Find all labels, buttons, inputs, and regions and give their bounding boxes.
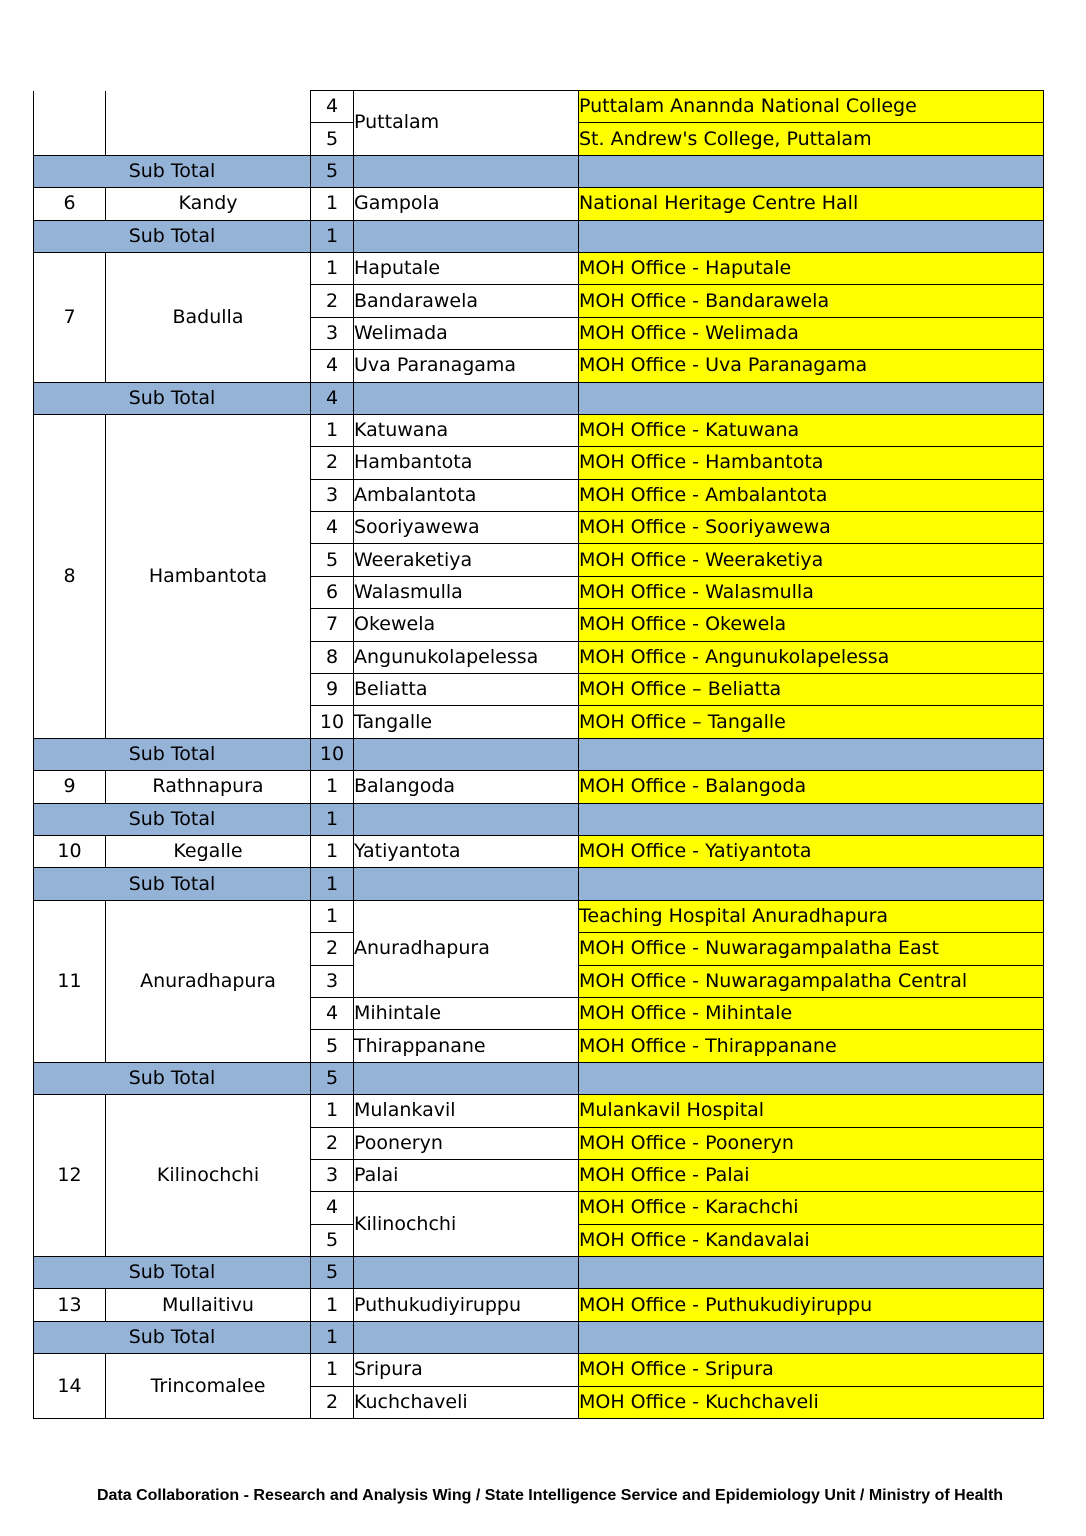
sub-total-label: Sub Total — [34, 738, 311, 770]
row-number-cell: 1 — [311, 1095, 354, 1127]
district-name-cell: Kandy — [106, 188, 311, 220]
sub-total-count: 5 — [311, 1257, 354, 1289]
district-name-cell: Trincomalee — [106, 1354, 311, 1419]
moh-area-cell: Kilinochchi — [354, 1192, 579, 1257]
district-name-cell: Anuradhapura — [106, 900, 311, 1062]
row-number-cell: 1 — [311, 771, 354, 803]
sub-total-row — [34, 738, 1044, 770]
sub-total-label: Sub Total — [34, 803, 311, 835]
moh-area-cell: Gampola — [354, 188, 579, 220]
sub-total-count: 1 — [311, 868, 354, 900]
row-number-cell: 4 — [311, 997, 354, 1029]
moh-area-cell: Uva Paranagama — [354, 350, 579, 382]
sub-total-row — [34, 155, 1044, 187]
location-cell: MOH Office - Walasmulla — [579, 576, 1044, 608]
location-cell: MOH Office - Bandarawela — [579, 285, 1044, 317]
moh-area-cell: Pooneryn — [354, 1127, 579, 1159]
moh-area-cell: Bandarawela — [354, 285, 579, 317]
row-number-cell: 5 — [311, 123, 354, 155]
sub-total-label: Sub Total — [34, 220, 311, 252]
moh-area-cell: Mihintale — [354, 997, 579, 1029]
row-number-cell: 2 — [311, 1127, 354, 1159]
row-number-cell: 2 — [311, 933, 354, 965]
location-cell: Puttalam Anannda National College — [579, 91, 1044, 123]
district-name-cell: Badulla — [106, 252, 311, 382]
table-row — [34, 1354, 1044, 1386]
location-cell: MOH Office - Welimada — [579, 317, 1044, 349]
location-cell: MOH Office - Balangoda — [579, 771, 1044, 803]
row-number-cell: 9 — [311, 674, 354, 706]
district-number-cell: 12 — [34, 1095, 106, 1257]
district-number-cell: 10 — [34, 835, 106, 867]
row-number-cell: 7 — [311, 609, 354, 641]
location-cell: MOH Office - Katuwana — [579, 414, 1044, 446]
district-name-cell: Hambantota — [106, 414, 311, 738]
location-cell: MOH Office - Ambalantota — [579, 479, 1044, 511]
district-number-cell: 11 — [34, 900, 106, 1062]
sub-total-label: Sub Total — [34, 1062, 311, 1094]
sub-total-label: Sub Total — [34, 382, 311, 414]
location-cell: MOH Office - Nuwaragampalatha Central — [579, 965, 1044, 997]
district-number-cell: 6 — [34, 188, 106, 220]
location-cell: MOH Office - Yatiyantota — [579, 835, 1044, 867]
moh-area-cell: Anuradhapura — [354, 900, 579, 997]
location-cell: MOH Office - Mihintale — [579, 997, 1044, 1029]
row-number-cell: 1 — [311, 900, 354, 932]
row-number-cell: 1 — [311, 252, 354, 284]
row-number-cell: 2 — [311, 285, 354, 317]
moh-area-cell: Angunukolapelessa — [354, 641, 579, 673]
district-number-cell: 14 — [34, 1354, 106, 1419]
moh-area-cell: Beliatta — [354, 674, 579, 706]
district-name-cell: Kilinochchi — [106, 1095, 311, 1257]
moh-area-cell: Balangoda — [354, 771, 579, 803]
moh-area-cell: Okewela — [354, 609, 579, 641]
sub-total-row — [34, 1062, 1044, 1094]
location-cell: MOH Office - Puthukudiyiruppu — [579, 1289, 1044, 1321]
row-number-cell: 3 — [311, 1159, 354, 1191]
sub-total-row — [34, 803, 1044, 835]
location-cell: National Heritage Centre Hall — [579, 188, 1044, 220]
table-row — [34, 1289, 1044, 1321]
sub-total-row — [34, 220, 1044, 252]
sub-total-label: Sub Total — [34, 1321, 311, 1353]
row-number-cell: 3 — [311, 317, 354, 349]
location-cell: MOH Office - Kandavalai — [579, 1224, 1044, 1256]
row-number-cell: 4 — [311, 1192, 354, 1224]
location-cell: St. Andrew's College, Puttalam — [579, 123, 1044, 155]
sub-total-label: Sub Total — [34, 155, 311, 187]
sub-total-count: 5 — [311, 155, 354, 187]
sub-total-count: 5 — [311, 1062, 354, 1094]
moh-area-cell: Thirappanane — [354, 1030, 579, 1062]
row-number-cell: 4 — [311, 91, 354, 123]
row-number-cell: 1 — [311, 188, 354, 220]
moh-area-cell: Hambantota — [354, 447, 579, 479]
moh-area-cell: Palai — [354, 1159, 579, 1191]
moh-area-cell: Weeraketiya — [354, 544, 579, 576]
location-cell: MOH Office - Okewela — [579, 609, 1044, 641]
sub-total-label: Sub Total — [34, 868, 311, 900]
sub-total-count: 1 — [311, 803, 354, 835]
sub-total-row — [34, 382, 1044, 414]
district-name-cell: Mullaitivu — [106, 1289, 311, 1321]
row-number-cell: 1 — [311, 835, 354, 867]
row-number-cell: 5 — [311, 1030, 354, 1062]
location-cell: MOH Office - Hambantota — [579, 447, 1044, 479]
location-cell: MOH Office - Thirappanane — [579, 1030, 1044, 1062]
table-row — [34, 188, 1044, 220]
moh-area-cell: Katuwana — [354, 414, 579, 446]
sub-total-count: 1 — [311, 220, 354, 252]
sub-total-count: 4 — [311, 382, 354, 414]
table-row — [34, 91, 1044, 123]
moh-area-cell: Sooriyawewa — [354, 512, 579, 544]
row-number-cell: 2 — [311, 447, 354, 479]
moh-area-cell: Welimada — [354, 317, 579, 349]
row-number-cell: 10 — [311, 706, 354, 738]
row-number-cell: 6 — [311, 576, 354, 608]
location-cell: MOH Office - Karachchi — [579, 1192, 1044, 1224]
moh-area-cell: Tangalle — [354, 706, 579, 738]
table-row — [34, 1095, 1044, 1127]
row-number-cell: 8 — [311, 641, 354, 673]
district-number-cell: 7 — [34, 252, 106, 382]
location-cell: MOH Office - Angunukolapelessa — [579, 641, 1044, 673]
row-number-cell: 2 — [311, 1386, 354, 1418]
row-number-cell: 4 — [311, 350, 354, 382]
table-row — [34, 900, 1044, 932]
table-row — [34, 252, 1044, 284]
location-cell: MOH Office - Kuchchaveli — [579, 1386, 1044, 1418]
row-number-cell: 4 — [311, 512, 354, 544]
location-cell: MOH Office - Haputale — [579, 252, 1044, 284]
sub-total-label: Sub Total — [34, 1257, 311, 1289]
row-number-cell: 1 — [311, 1354, 354, 1386]
location-cell: MOH Office - Sooriyawewa — [579, 512, 1044, 544]
moh-area-cell: Yatiyantota — [354, 835, 579, 867]
row-number-cell: 3 — [311, 965, 354, 997]
row-number-cell: 5 — [311, 544, 354, 576]
district-name-cell — [106, 91, 311, 156]
sub-total-count: 1 — [311, 1321, 354, 1353]
moh-area-cell: Puttalam — [354, 91, 579, 156]
sub-total-count: 10 — [311, 738, 354, 770]
location-cell: MOH Office – Tangalle — [579, 706, 1044, 738]
vaccination-centers-table — [33, 90, 1044, 1419]
row-number-cell: 5 — [311, 1224, 354, 1256]
moh-area-cell: Walasmulla — [354, 576, 579, 608]
location-cell: MOH Office – Beliatta — [579, 674, 1044, 706]
moh-area-cell: Sripura — [354, 1354, 579, 1386]
district-number-cell: 13 — [34, 1289, 106, 1321]
moh-area-cell: Ambalantota — [354, 479, 579, 511]
district-number-cell: 9 — [34, 771, 106, 803]
district-name-cell: Rathnapura — [106, 771, 311, 803]
location-cell: MOH Office - Pooneryn — [579, 1127, 1044, 1159]
row-number-cell: 1 — [311, 414, 354, 446]
location-cell: Mulankavil Hospital — [579, 1095, 1044, 1127]
location-cell: Teaching Hospital Anuradhapura — [579, 900, 1044, 932]
moh-area-cell: Mulankavil — [354, 1095, 579, 1127]
table-row — [34, 414, 1044, 446]
sub-total-row — [34, 868, 1044, 900]
footer-credit: Data Collaboration - Research and Analysis Wing / State Intelligence Service and Epidemiology Unit / Ministry of Health — [96, 1487, 1004, 1504]
district-number-cell — [34, 91, 106, 156]
moh-area-cell: Puthukudiyiruppu — [354, 1289, 579, 1321]
moh-area-cell: Kuchchaveli — [354, 1386, 579, 1418]
location-cell: MOH Office - Nuwaragampalatha East — [579, 933, 1044, 965]
location-cell: MOH Office - Uva Paranagama — [579, 350, 1044, 382]
district-name-cell: Kegalle — [106, 835, 311, 867]
location-cell: MOH Office - Weeraketiya — [579, 544, 1044, 576]
moh-area-cell: Haputale — [354, 252, 579, 284]
table-row — [34, 835, 1044, 867]
row-number-cell: 3 — [311, 479, 354, 511]
location-cell: MOH Office - Palai — [579, 1159, 1044, 1191]
sub-total-row — [34, 1321, 1044, 1353]
district-number-cell: 8 — [34, 414, 106, 738]
table-row — [34, 771, 1044, 803]
location-cell: MOH Office - Sripura — [579, 1354, 1044, 1386]
sub-total-row — [34, 1257, 1044, 1289]
row-number-cell: 1 — [311, 1289, 354, 1321]
